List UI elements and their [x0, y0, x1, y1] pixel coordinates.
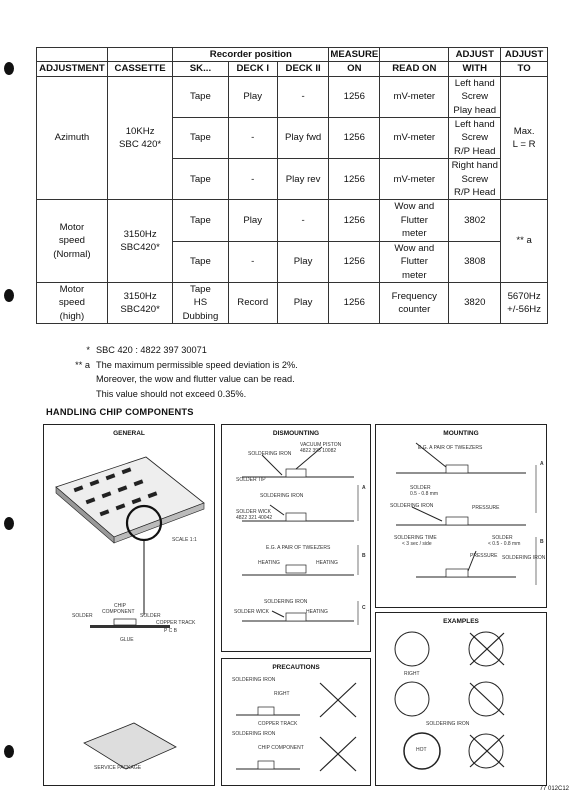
cell-adjustment: Motor speed (high) [37, 282, 108, 323]
col-header-measure: MEASURE [330, 49, 379, 60]
label-pressure: PRESSURE [472, 505, 500, 511]
section-title: HANDLING CHIP COMPONENTS [46, 407, 194, 417]
label-soldering-iron: SOLDERING IRON [390, 503, 434, 509]
label-time-value: < 3 sec / side [402, 541, 432, 547]
footnotes [66, 343, 298, 401]
dismounting-illustration [222, 425, 372, 653]
panel-examples [375, 612, 547, 786]
cell-with: 3820 [449, 282, 501, 323]
cell-sk: Tape [173, 159, 228, 200]
panel-title: PRECAUTIONS [272, 664, 320, 671]
cell-cassette: 10KHz SBC 420* [107, 76, 172, 200]
label-component: COMPONENT [102, 609, 135, 615]
label-chip: CHIP [114, 603, 126, 609]
cell-deck2: Play rev [277, 159, 328, 200]
cell-with: Left hand [449, 118, 501, 132]
cell-with: Screw [449, 90, 501, 103]
col-header-on: ON [329, 62, 380, 76]
col-header-with: WITH [449, 62, 501, 76]
label-tweezers: E.G. A PAIR OF TWEEZERS [418, 445, 483, 451]
cell-measure: 1256 [329, 118, 380, 159]
label-chip-component: CHIP COMPONENT [258, 745, 304, 751]
cell-read-on: mV-meter [380, 159, 449, 200]
cell-with: Left hand [449, 76, 501, 90]
examples-illustration [376, 613, 548, 787]
label-pressure: PRESSURE [470, 553, 498, 559]
label-glue: GLUE [120, 637, 134, 643]
label-a: A [540, 461, 544, 467]
label-solder-wick: SOLDER WICK [234, 609, 270, 615]
cell-deck1: Play [228, 76, 277, 117]
cell-with: Screw [449, 131, 501, 144]
col-header-adjust-to: ADJUST [501, 48, 548, 62]
label-copper-track: COPPER TRACK [156, 620, 196, 626]
cell-deck2: - [277, 76, 328, 117]
label-right: RIGHT [274, 691, 290, 697]
cell-read-on: mV-meter [380, 76, 449, 117]
col-header-recorder-position: Recorder position [173, 48, 329, 62]
cell-measure: 1256 [329, 76, 380, 117]
panel-title: MOUNTING [443, 430, 479, 437]
cell-sk: Tape HS Dubbing [173, 282, 228, 323]
footnote: * SBC 420 : 4822 397 30071 [86, 345, 207, 355]
label-vacuum-part-no: 4822 395 10082 [300, 448, 337, 454]
cell-deck2: Play [277, 241, 328, 282]
label-heating: HEATING [316, 560, 338, 566]
label-pcb: P C B [164, 628, 177, 634]
cell-to: ** a [501, 200, 548, 282]
label-solder-wick: SOLDER WICK [236, 509, 272, 515]
cell-deck2: Play [277, 282, 328, 323]
pcb-illustration [44, 425, 216, 787]
col-header-blank [380, 48, 449, 62]
label-c: C [362, 605, 366, 611]
binder-hole [4, 745, 14, 758]
cell-sk: Tape [173, 76, 228, 117]
cell-with: R/P Head [449, 186, 501, 200]
panel-general [43, 424, 215, 786]
label-soldering-iron: SOLDERING IRON [264, 599, 308, 605]
label-soldering-iron: SOLDERING IRON [232, 677, 276, 683]
label-soldering-iron: SOLDERING IRON [248, 451, 292, 457]
label-soldering-time: SOLDERING TIME [394, 535, 437, 541]
cell-read-on: Wow and Flutter meter [380, 200, 449, 241]
footnote: ** a The maximum permissible speed deviation is 2%. [75, 359, 298, 370]
label-solder: SOLDER [72, 613, 93, 619]
cell-sk: Tape [173, 118, 228, 159]
cell-cassette: 3150Hz SBC420* [107, 200, 172, 282]
col-header-to: TO [501, 62, 548, 76]
footnote: This value should not exceed 0.35%. [96, 388, 247, 399]
cell-deck1: - [228, 118, 277, 159]
label-vacuum-piston: VACUUM PISTON [300, 442, 342, 448]
binder-hole [4, 517, 14, 530]
cell-read-on: mV-meter [380, 118, 449, 159]
cell-with: 3808 [449, 241, 501, 282]
label-solder-tip: SOLDER TIP [236, 477, 266, 483]
label-a: A [362, 485, 366, 491]
adjustment-table [36, 47, 548, 324]
col-header-blank [107, 48, 172, 62]
cell-sk: Tape [173, 241, 228, 282]
panel-title: GENERAL [113, 430, 145, 437]
cell-with: 3802 [449, 200, 501, 241]
panel-mounting [375, 424, 547, 608]
cell-deck1: Play [228, 200, 277, 241]
table-row [37, 76, 548, 90]
label-service-package: SERVICE PACKAGE [94, 765, 142, 771]
cell-adjustment: Motor speed (Normal) [37, 200, 108, 282]
col-header-read-on: READ ON [380, 62, 449, 76]
cell-measure: 1256 [329, 159, 380, 200]
panel-title: EXAMPLES [443, 618, 479, 625]
cell-with: R/P Head [449, 145, 501, 159]
cell-deck2: Play fwd [277, 118, 328, 159]
footnote: Moreover, the wow and flutter value can be read. [96, 374, 295, 384]
cell-read-on: Frequency counter [380, 282, 449, 323]
cell-deck1: - [228, 241, 277, 282]
table-row [37, 282, 548, 323]
label-solder: SOLDER [410, 485, 431, 491]
mounting-illustration [376, 425, 548, 609]
cell-cassette: 3150Hz SBC420* [107, 282, 172, 323]
panel-title: DISMOUNTING [272, 430, 320, 437]
label-right: RIGHT [404, 671, 420, 677]
col-header-adjustment: ADJUSTMENT [37, 62, 108, 76]
label-soldering-iron: SOLDERING IRON [426, 721, 470, 727]
label-hot: HOT [416, 747, 427, 753]
label-b: B [362, 553, 366, 559]
cell-deck1: - [228, 159, 277, 200]
cell-to: Max. L = R [501, 76, 548, 200]
col-header-deck2: DECK II [277, 62, 328, 76]
cell-deck2: - [277, 200, 328, 241]
label-b: B [540, 539, 544, 545]
label-solder: SOLDER [492, 535, 513, 541]
label-scale: SCALE 1:1 [172, 537, 197, 543]
cell-to: 5670Hz +/-56Hz [501, 282, 548, 323]
label-wick-part-no: 4822 321 40042 [236, 515, 273, 521]
cell-deck1: Record [228, 282, 277, 323]
panel-precautions [221, 658, 371, 786]
col-header-sk: SK... [173, 62, 228, 76]
label-solder-diameter: 0.5 - 0.8 mm [410, 491, 439, 497]
col-header-adjust: ADJUST [449, 48, 501, 62]
cell-measure: 1256 [329, 282, 380, 323]
cell-adjustment: Azimuth [37, 76, 108, 200]
col-header-cassette: CASSETTE [107, 62, 172, 76]
col-header-deck1: DECK I [228, 62, 277, 76]
col-header-blank [37, 48, 108, 62]
page-footer-code: 77 012C12 [539, 786, 569, 792]
cell-sk: Tape [173, 200, 228, 241]
label-soldering-iron: SOLDERING IRON [260, 493, 304, 499]
label-heating: HEATING [258, 560, 280, 566]
cell-measure: 1256 [329, 200, 380, 241]
binder-hole [4, 289, 14, 302]
binder-hole [4, 62, 14, 75]
label-tweezers: E.G. A PAIR OF TWEEZERS [266, 545, 331, 551]
label-soldering-iron: SOLDERING IRON [232, 731, 276, 737]
label-heating: HEATING [306, 609, 328, 615]
label-solder: SOLDER [140, 613, 161, 619]
cell-measure: 1256 [329, 241, 380, 282]
cell-with: Right hand [449, 159, 501, 173]
cell-with: Screw [449, 173, 501, 186]
label-solder-diameter: < 0.5 - 0.8 mm [488, 541, 521, 547]
panel-dismounting [221, 424, 371, 652]
cell-with: Play head [449, 104, 501, 118]
label-copper-track: COPPER TRACK [258, 721, 298, 727]
label-soldering-iron: SOLDERING IRON [502, 555, 546, 561]
cell-read-on: Wow and Flutter meter [380, 241, 449, 282]
